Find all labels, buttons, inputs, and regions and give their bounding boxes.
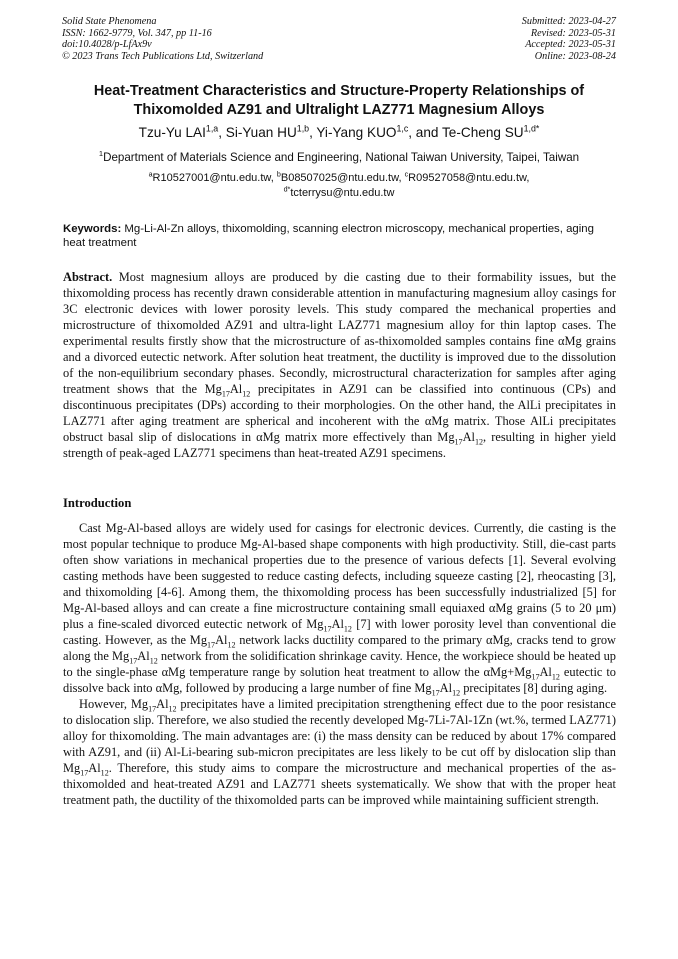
phase-formula: $Mg_{17}Al_{12}$ — [437, 430, 484, 447]
email-address[interactable]: tcterrysu@ntu.edu.tw — [290, 187, 395, 199]
keywords-label: Keywords: — [63, 223, 122, 235]
intro-paragraph-1: Cast Mg-Al-based alloys are widely used for casings for electronic devices. Currently, die casting is the most popular technique to produce Mg-Al-based shape components with high productivity. Still, die-cast parts often show variations in mechanical properties due to the presence of various defects [1]. Several evolving casting methods have been suggested to reduce casting defects, including squeeze casting [2], rheocasting [3], and thixomolding [4-6]. Among them, the thixomolding process has been successfully industrialized [5] for Mg-Al-based alloys and can create a fine microstructure containing small equiaxed αMg grains (5 to 20 μm) plus a fine-scaled divorced eutectic network of $Mg_{17}Al_{12}$ [7] with lower porosity level than conventional die casting. However, as the $Mg_{17}Al_{12}$ network lacks ductility compared to the primary αMg, cracks tend to grow along the $Mg_{17}Al_{12}$ network from the solidification shrinkage cavity. Hence, the workpiece should be heated up to the single-phase αMg temperature range by solution heat treatment to allow the $\alpha Mg+Mg_{17}Al_{12}$ eutectic to dissolve back into αMg, followed by producing a large number of fine $Mg_{17}Al_{12}$ precipitates [8] during aging. — [63, 521, 617, 698]
email-address[interactable]: B08507025@ntu.edu.tw — [280, 172, 399, 184]
email-address[interactable]: R10527001@ntu.edu.tw — [152, 172, 271, 184]
copyright-line: © 2023 Trans Tech Publications Ltd, Switzerland — [62, 50, 264, 62]
issn-line: ISSN: 1662-9779, Vol. 347, pp 11-16 — [62, 27, 212, 39]
abstract-text: precipitates in AZ91 can be classified into continuous (CPs) and discontinuous precipitates (DPs) according to their morphologies. On the other hand, the AlLi precipitates in LAZ771 after aging treatment are spherical and incoherent with the αMg matrix. Those AlLi precipitates obstruct basal slip of dislocations in αMg matrix more effectively than — [63, 382, 616, 444]
author-name: Yi-Yang KUO — [316, 125, 397, 140]
intro-paragraph-2: However, $Mg_{17}Al_{12}$ precipitates have a limited precipitation strengthening effect due to the poor resistance to dislocation slip. Therefore, we also studied the recently developed Mg-7Li-7Al-1Zn (wt.%, termed LAZ771) alloy for thixomolding. The main advantages are: (i) the mass density can be reduced by about 17% compared with AZ91, and (ii) Al-Li-bearing sub-micron precipitates are less likely to be cut off by dislocation slip than $Mg_{17}Al_{12}$. Therefore, this study aims to compare the microstructure and mechanical properties of the as-thixomolded and heat-treated AZ91 and LAZ771 sheets systematically. We show that with the proper heat treatment path, the ductility of the thixomolded parts can be improved while maintaining sufficient strength. — [63, 697, 616, 807]
author-name: Tzu-Yu LAI — [138, 125, 206, 140]
affiliation-text: Department of Materials Science and Engineering, National Taiwan University, Taipei, Taiwan — [103, 151, 580, 164]
paper-title — [48, 82, 630, 120]
email-mark: b — [276, 170, 281, 179]
email-address[interactable]: R09527058@ntu.edu.tw — [408, 172, 527, 184]
abstract-label: Abstract. — [63, 270, 113, 284]
author-separator-and: , and — [408, 125, 443, 140]
phase-formula: $Mg_{17}Al_{12}$ — [189, 633, 236, 650]
doi-line: doi:10.4028/p-LfAx9v — [62, 39, 152, 51]
author-separator: , — [309, 125, 317, 140]
phase-formula: $Mg_{17}Al_{12}$ — [112, 649, 158, 666]
phase-formula: $Mg_{17}Al_{12}$ — [414, 681, 461, 698]
email-mark: d* — [283, 185, 291, 194]
author-affil-mark: 1,a — [205, 123, 219, 134]
header-left — [62, 16, 263, 62]
section-heading-introduction: Introduction — [63, 496, 132, 510]
keywords-block — [63, 222, 616, 250]
email-line-1: $^a$R10527001@ntu.edu.tw, $^b$B08507025@ntu.edu.tw, $^c$R09527058@ntu.edu.tw, — [148, 170, 530, 184]
email-list — [40, 171, 638, 201]
email-line-2 — [40, 186, 638, 201]
author-separator: , — [218, 125, 226, 140]
phase-formula: $Mg_{17}Al_{12}$ — [130, 697, 177, 714]
author-name: Si-Yuan HU — [225, 125, 297, 140]
affiliation — [40, 151, 638, 165]
revised-date: Revised: 2023-05-31 — [530, 27, 616, 39]
title-line-1: Heat-Treatment Characteristics and Structure-Property Relationships of — [93, 83, 585, 99]
author-affil-mark: 1,c — [396, 123, 409, 134]
author-name: Te-Cheng SU — [442, 125, 524, 140]
submitted-date: Submitted: 2023-04-27 — [521, 16, 616, 27]
abstract-block — [63, 269, 616, 461]
author-affil-mark: 1,d* — [523, 123, 540, 134]
accepted-date: Accepted: 2023-05-31 — [525, 39, 616, 51]
email-mark: c — [404, 170, 409, 179]
phase-formula: $Mg_{17}Al_{12}$ — [306, 617, 352, 634]
header-right — [522, 16, 616, 62]
title-line-2: Thixomolded AZ91 and Ultralight LAZ771 Magnesium Alloys — [133, 102, 545, 118]
abstract-text: , resulting in higher yield strength of peak-aged LAZ771 specimens than heat-treated AZ91 specimens. — [63, 430, 617, 460]
phase-formula: $Mg_{17}Al_{12}$ — [204, 382, 251, 399]
phase-formula: $Mg_{17}Al_{12}$ — [514, 665, 560, 682]
online-date: Online: 2023-08-24 — [534, 50, 616, 62]
affiliation-mark: 1 — [98, 149, 104, 159]
phase-formula: $Mg_{17}Al_{12}$ — [63, 761, 109, 778]
keywords-text: Mg-Li-Al-Zn alloys, thixomolding, scanning electron microscopy, mechanical properties, aging heat treatment — [63, 223, 594, 249]
author-affil-mark: 1,b — [296, 123, 310, 134]
journal-name: Solid State Phenomena — [62, 16, 157, 27]
abstract-text: Most magnesium alloys are produced by die casting due to their formability issues, but the thixomolding process has recently drawn considerable attention in manufacturing magnesium alloy casings for 3C electronic devices with lower porosity levels. This study compared the mechanical properties and microstructure of thixomolded AZ91 and ultra-light LAZ771 magnesium alloy for thin laptop cases. The experimental results firstly show that the microstructure of as-thixomolded samples contains fine αMg grains and a divorced eutectic network. After solution heat treatment, the ductility is improved due to the dissolution of the non-equilibrium secondary phases. Secondly, microstructural characterization for samples after aging treatment shows that the — [63, 270, 616, 396]
author-list — [40, 124, 638, 141]
introduction-body — [63, 520, 616, 808]
email-mark: a — [148, 170, 153, 179]
